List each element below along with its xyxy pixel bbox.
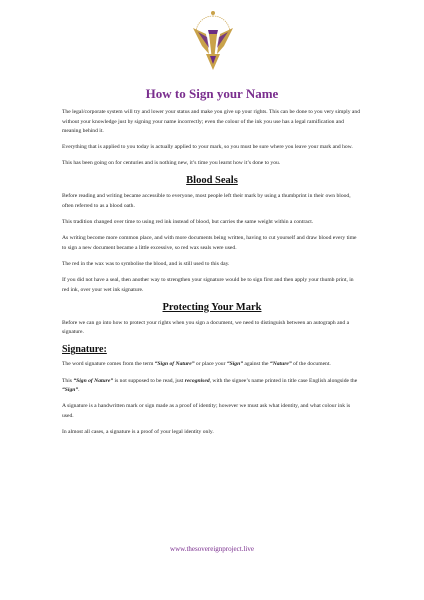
blood-seals-paragraph-3: As writing become more common place, and with more documents being written, having to cut yourself and draw blood every time to sign a new document became a little excessive, so red wax seals were used. bbox=[62, 235, 357, 251]
emphasis-sign-of-nature: “Sign of Nature” bbox=[73, 377, 114, 384]
sovereign-project-emblem-icon bbox=[190, 8, 236, 72]
text-run: , with the signee’s name printed in title case English alongside the bbox=[209, 377, 358, 384]
emphasis-sign-of-nature: “Sign of Nature” bbox=[154, 361, 195, 368]
blood-seals-paragraph-2: This tradition changed over time to using red ink instead of blood, but carries the same weight within a contract. bbox=[62, 219, 314, 226]
signature-paragraph-4: In almost all cases, a signature is a proof of your legal identity only. bbox=[62, 428, 214, 435]
text-run: or place your bbox=[194, 361, 227, 368]
document-body bbox=[62, 108, 362, 444]
intro-paragraph-1: The legal/corporate system will try and lower your status and make you give up your rights. This can be done to you very simply and without your knowledge just by signing your name incorrectly; even the colour of the ink you use has a legal ramification and meaning behind it. bbox=[62, 109, 361, 135]
protecting-paragraph: Before we can go into how to protect your rights when you sign a document, we need to distinguish between an autograph and a signature. bbox=[62, 319, 350, 336]
text-run: This bbox=[62, 377, 74, 384]
emphasis-sign: “Sign” bbox=[226, 361, 244, 368]
text-run: is not supposed to be read, just bbox=[113, 377, 185, 384]
blood-seals-paragraph-4: The red in the wax was to symbolise the blood, and is still used to this day. bbox=[62, 260, 230, 267]
text-run: against the bbox=[243, 361, 270, 368]
signature-paragraph-2 bbox=[62, 377, 362, 396]
intro-paragraph-2: Everything that is applied to you today is actually applied to your mark, so you must be sure where you leave your mark and how. bbox=[62, 144, 353, 151]
blood-seals-paragraph-1: Before reading and writing became accessible to everyone, most people left their mark by using a thumbprint in their own blood, often referred to as a blood oath. bbox=[62, 193, 351, 210]
blood-seals-heading: Blood Seals bbox=[186, 175, 238, 187]
blood-seals-paragraph-5: If you did not have a seal, then another way to strengthen your signature would be to sign first and then apply your thumb print, in red ink, over your wet ink signature. bbox=[62, 277, 354, 293]
text-run: of the document. bbox=[291, 361, 331, 368]
signature-paragraph-1 bbox=[62, 360, 362, 370]
emphasis-recognised: recognised bbox=[184, 377, 210, 384]
emphasis-nature: “Nature” bbox=[269, 361, 292, 368]
page-title: How to Sign your Name bbox=[145, 86, 279, 101]
text-run: . bbox=[78, 387, 80, 394]
text-run: The word signature comes from the term bbox=[62, 361, 155, 368]
footer-website-link[interactable]: www.thesovereignproject.live bbox=[170, 545, 254, 553]
signature-paragraph-3: A signature is a handwritten mark or sign made as a proof of identity; however we must ask what identity, and what colour ink is used. bbox=[62, 403, 351, 419]
intro-paragraph-3: This has been going on for centuries and is nothing new, it’s time you learnt how it’s done to you. bbox=[62, 160, 281, 167]
emphasis-sign: “Sign” bbox=[62, 387, 79, 394]
protecting-heading: Protecting Your Mark bbox=[162, 301, 262, 313]
signature-heading: Signature: bbox=[62, 344, 107, 356]
